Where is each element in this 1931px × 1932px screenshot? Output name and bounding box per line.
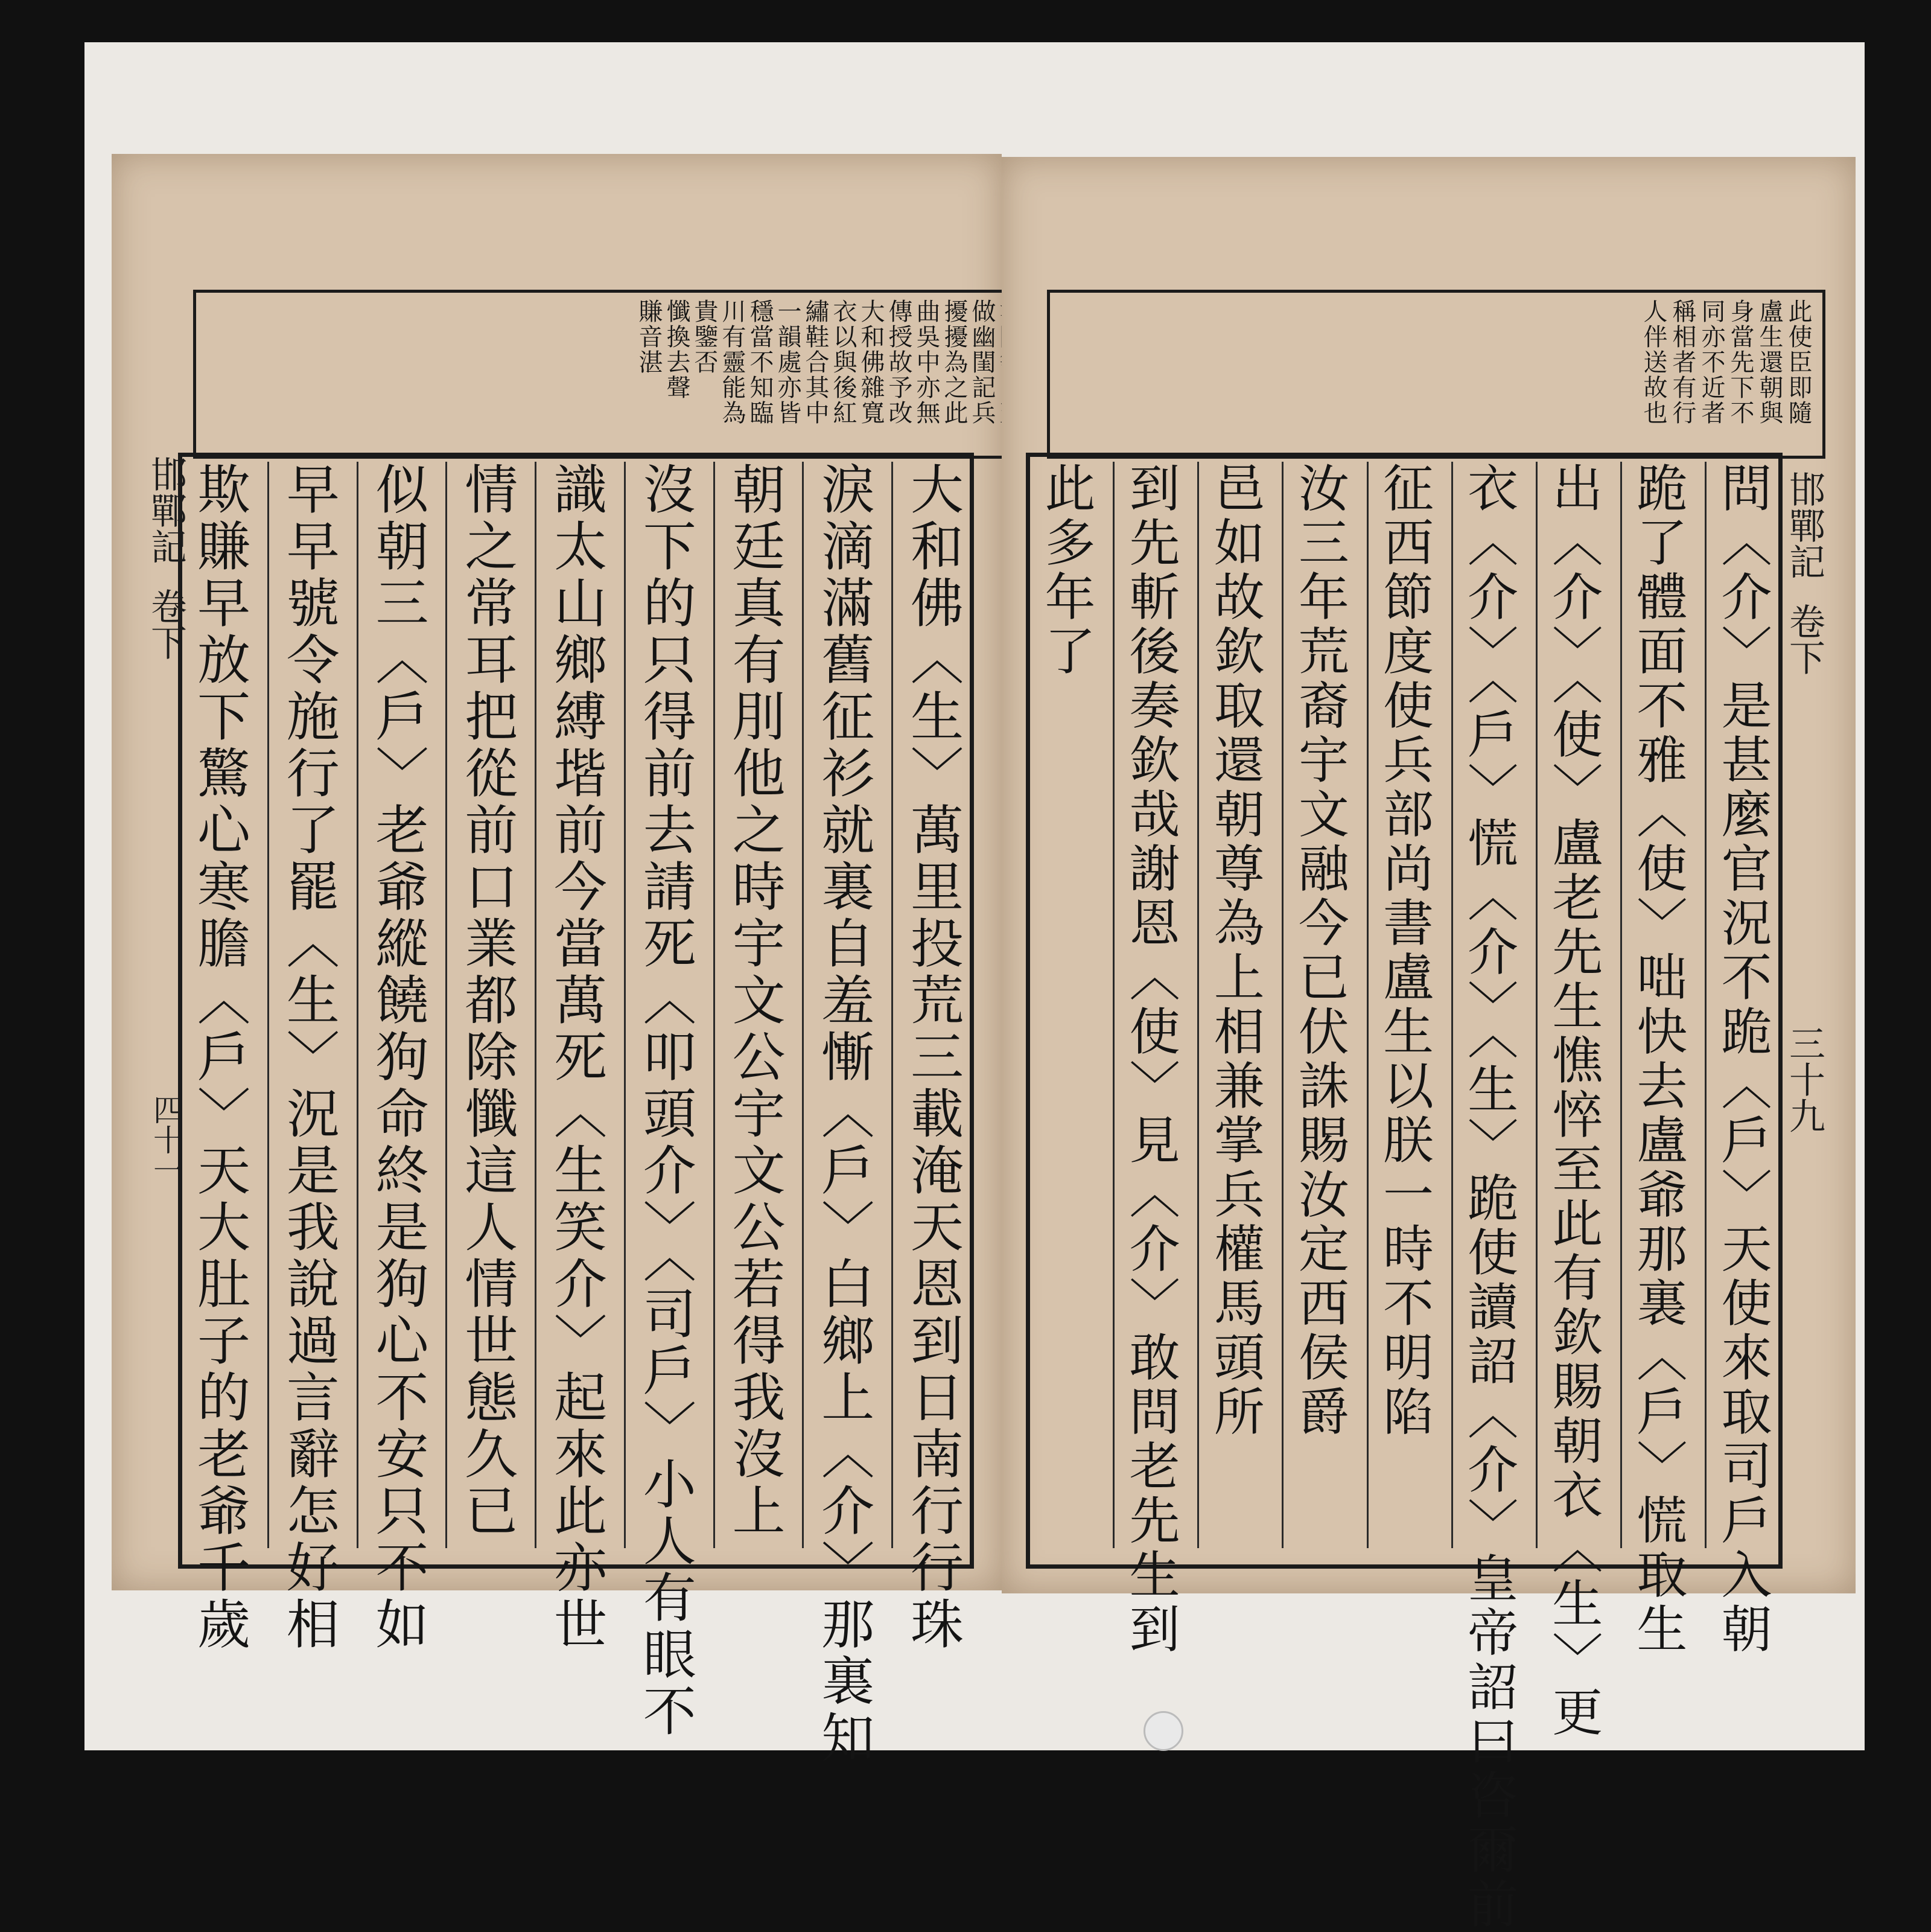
note-column: 貴鑒否 <box>690 299 718 375</box>
note-column: 大和佛雜寬 <box>857 299 885 426</box>
text-column: 情之常耳把從前口業都除懺這人情世態久已 <box>445 462 514 1548</box>
note-column: 懺換去聲 <box>663 299 690 400</box>
text-column: 沒下的只得前去請死〈叩頭介〉〈司戶〉小人有眼不 <box>624 462 692 1548</box>
left-gutter-volume: 卷下 <box>145 588 187 661</box>
right-page-gutter <box>1783 471 1825 1134</box>
note-column: 曲吳中亦無 <box>912 299 940 426</box>
text-column: 衣〈介〉〈戶〉慌〈介〉〈生〉跪使讀詔〈介〉皇帝詔曰咨爾前 <box>1451 462 1515 1548</box>
note-column: 傳授故予改 <box>885 299 912 426</box>
right-main-text <box>1035 462 1774 1932</box>
note-column: 人伴送故也 <box>1640 299 1667 426</box>
note-column: 賺音湛 <box>635 299 663 375</box>
note-column: 稱相者有行 <box>1669 299 1696 426</box>
text-column: 淚滴滿舊征衫就裏自羞慚〈戶〉白鄉上〈介〉那裏知 <box>802 462 870 1548</box>
text-column: 問〈介〉是甚麼官況不跪〈戶〉天使來取司戶入朝 <box>1705 462 1768 1548</box>
note-column: 同亦不近者 <box>1697 299 1725 426</box>
text-column: 識太山鄉縛堦前今當萬死〈生笑介〉起來此亦世 <box>535 462 603 1548</box>
text-column: 此多年了 <box>1037 462 1096 679</box>
text-column: 朝廷真有刖他之時宇文公宇文公若得我沒上 <box>713 462 781 1548</box>
left-gutter-title: 邯鄲記 <box>145 456 187 564</box>
left-notes <box>232 299 1077 450</box>
text-column: 征西節度使兵部尚書盧生以朕一時不明陷 <box>1367 462 1430 1548</box>
right-notes <box>1545 299 1810 453</box>
note-column: 身當先下不 <box>1726 299 1754 426</box>
text-column: 汝三年荒裔宇文融今已伏誅賜汝定西侯爵 <box>1282 462 1345 1548</box>
text-column: 出〈介〉〈使〉盧老先生憔悴至此有欽賜朝衣〈生〉更 <box>1536 462 1599 1548</box>
library-seal-icon <box>1144 1711 1183 1751</box>
left-main-text <box>187 462 965 1767</box>
note-column: 衣以與後紅 <box>829 299 857 426</box>
text-column: 似朝三〈戶〉老爺縱饒狗命終是狗心不安只不如 <box>357 462 425 1548</box>
text-column: 早早號令施行了罷〈生〉況是我說過言辭怎好相 <box>267 462 336 1548</box>
note-column: 繡鞋合其中 <box>801 299 829 426</box>
note-column: 做幽閨記兵 <box>968 299 996 426</box>
text-column: 邑如故欽取還朝尊為上相兼掌兵權馬頭所 <box>1197 462 1261 1548</box>
right-gutter-volume: 卷下 <box>1783 603 1825 676</box>
note-column: 盧生還朝與 <box>1755 299 1783 426</box>
right-gutter-folio: 三十九 <box>1783 1025 1825 1134</box>
text-column: 跪了體面不雅〈使〉咄快去盧爺那裏〈戶〉慌取生 <box>1620 462 1684 1548</box>
text-column: 大和佛〈生〉萬里投荒三載淹天恩到日南行行珠 <box>891 462 959 1548</box>
text-column: 欺賺早放下驚心寒膽〈戶〉天大肚子的老爺千歲 <box>189 462 251 1653</box>
note-column: 此使臣即隨 <box>1784 299 1812 426</box>
note-column: 一韻處亦皆 <box>774 299 801 426</box>
right-gutter-title: 邯鄲記 <box>1783 471 1825 579</box>
note-column: 穩當不知臨 <box>746 299 774 426</box>
left-gutter-folio: 四十一 <box>148 1094 183 1185</box>
text-column: 到先斬後奏欽哉謝恩〈使〉見〈介〉敢問老先生到 <box>1113 462 1176 1548</box>
note-column: 擾擾為之此 <box>940 299 968 426</box>
right-page <box>1002 157 1856 1932</box>
left-page <box>112 154 1002 1767</box>
note-column: 川有靈能為 <box>718 299 746 426</box>
